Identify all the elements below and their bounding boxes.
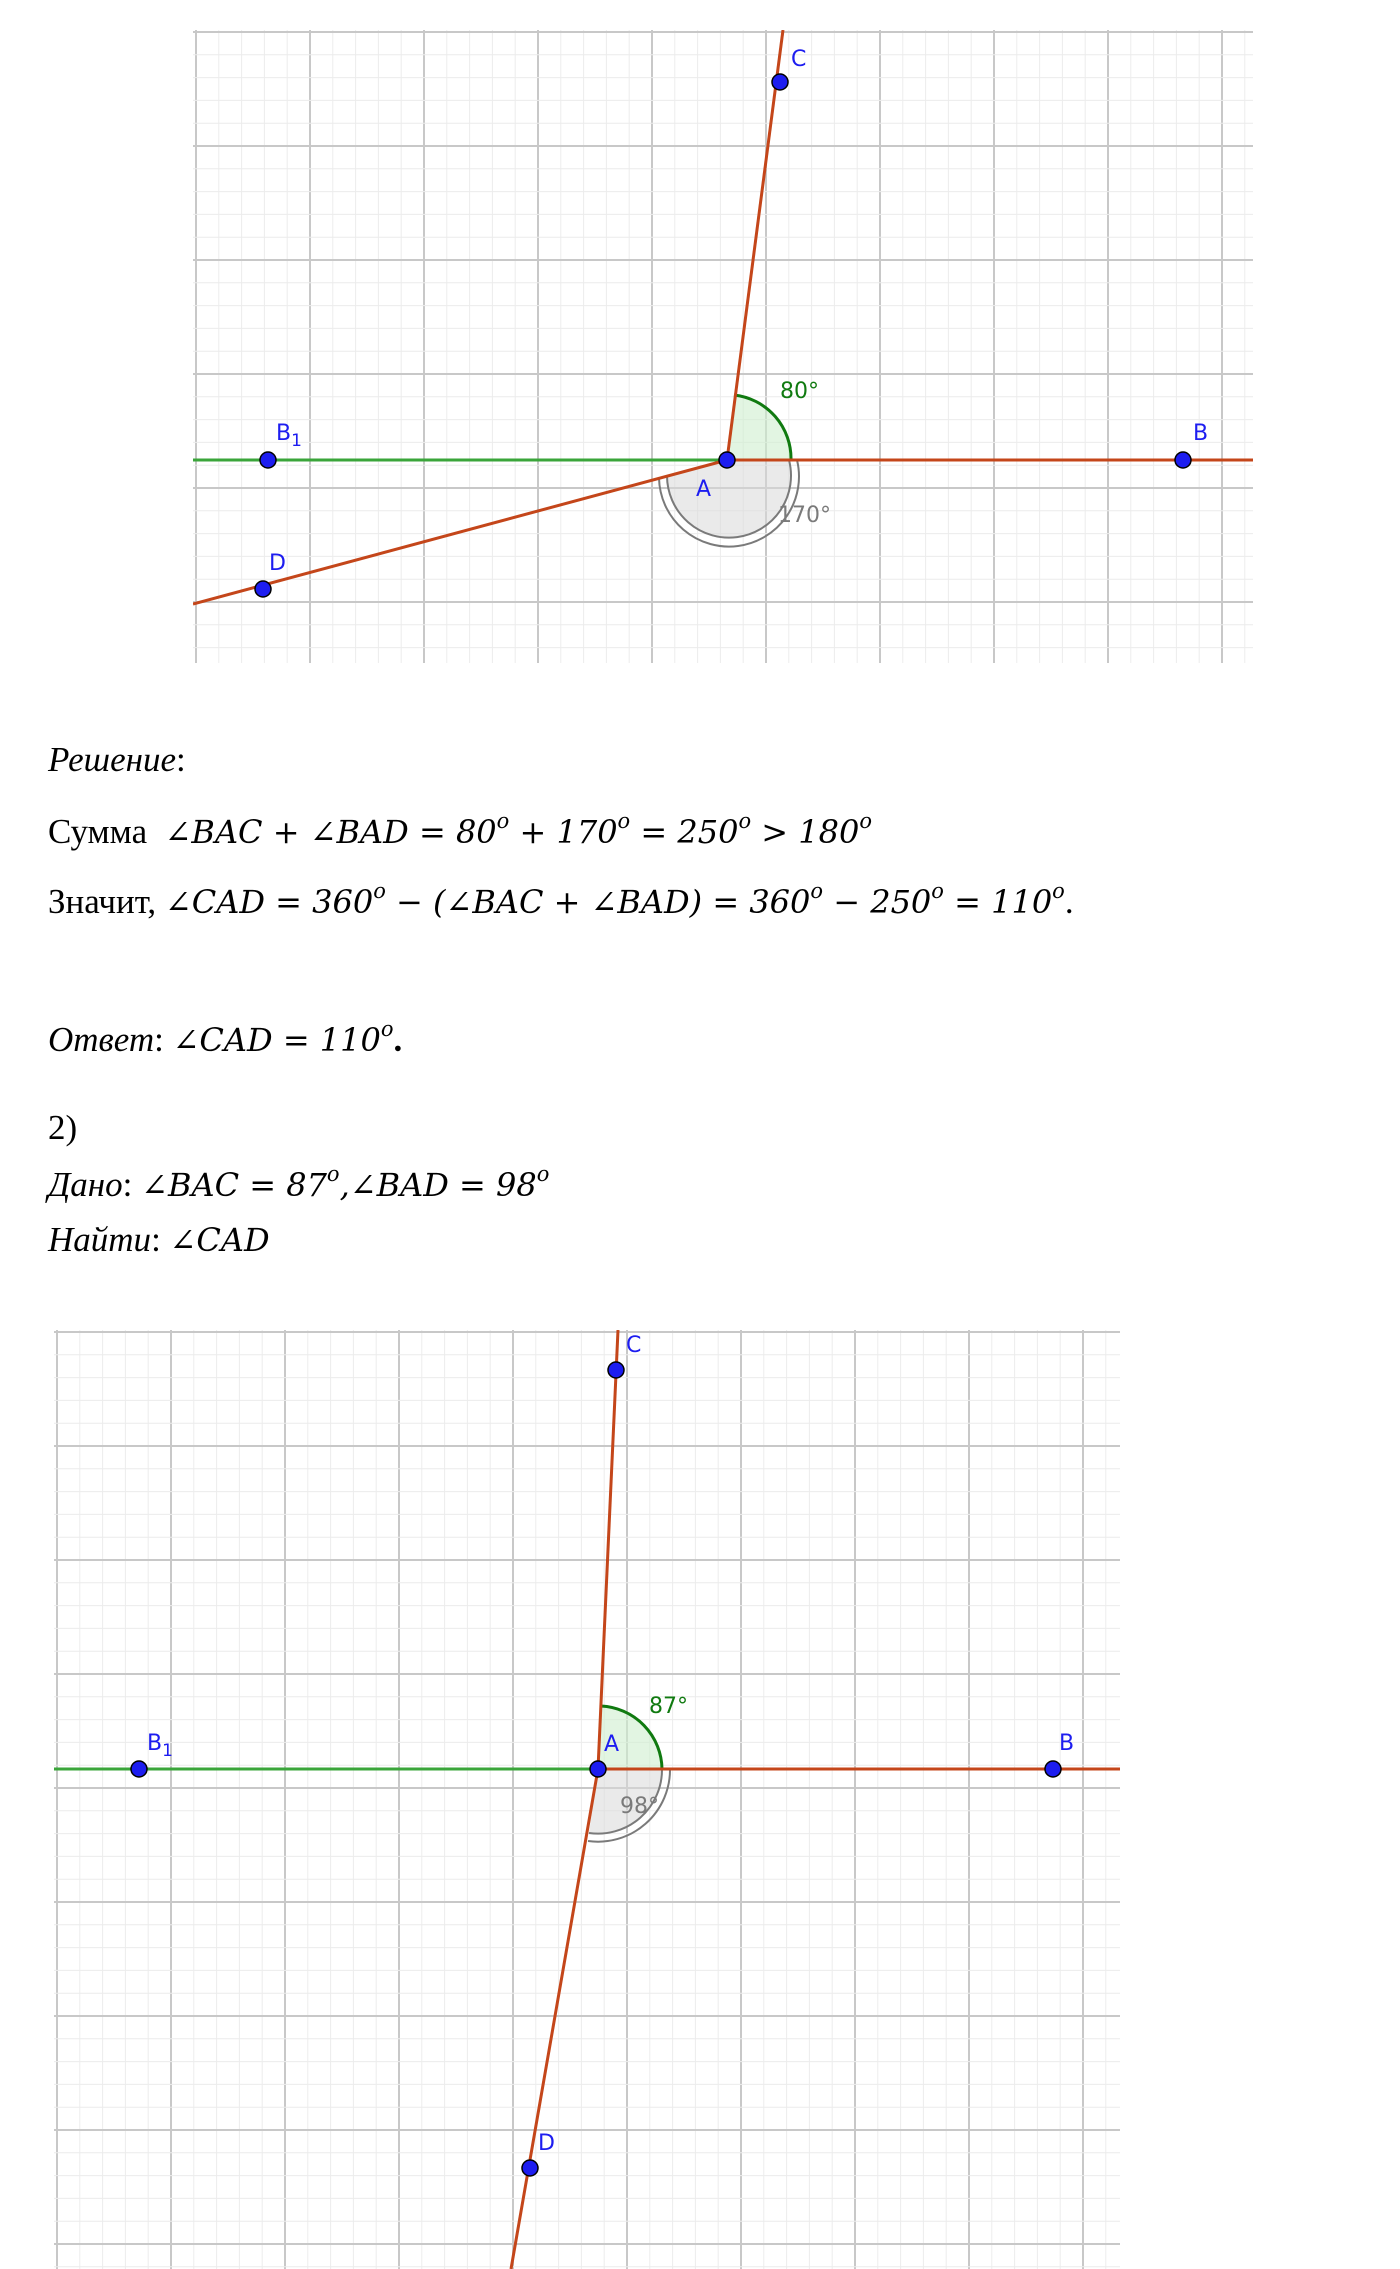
figure-2-grid [54, 1330, 1120, 2269]
point-b1 [260, 452, 276, 468]
figure-1-geometry [193, 30, 1253, 663]
solution-line-2: Значит, ∠CAD = $360^o$ − (∠BAC + ∠BAD) = $360^o - 250^o = 110^o$. [48, 879, 1074, 921]
label-b1: $B_1$ [276, 421, 302, 451]
label-a-2: A [604, 1732, 620, 1757]
answer-label: Ответ [48, 1020, 155, 1059]
label-b1-2: $B_1$ [147, 1731, 173, 1761]
find-line: Найти: ∠CAD [48, 1220, 270, 1259]
label-b-2: B [1059, 1731, 1075, 1756]
solution-line2-expr: ∠CAD = $360^o$ − (∠BAC + ∠BAD) = $360^o - 250^o = 110^o$ [164, 879, 1065, 921]
label-angle-bac: 80° [780, 379, 819, 404]
figure-1-grid [193, 30, 1253, 663]
figure-1-svg [193, 30, 1253, 663]
point-d [255, 581, 271, 597]
point-a-2 [590, 1761, 606, 1777]
ray-ac [727, 30, 783, 460]
solution-label: Решение [48, 740, 177, 779]
point-b [1175, 452, 1191, 468]
find-expr: ∠CAD [169, 1221, 270, 1259]
solution-line1-prefix: Сумма [48, 812, 148, 851]
solution-line1-expr: ∠BAC + ∠BAD = $80^o + 170^o = 250^o > 180^o$ [164, 809, 872, 851]
given-expr: ∠BAC = $87^o,\angle BAD = 98^o$ [141, 1162, 550, 1204]
ray-ac-2 [598, 1330, 618, 1769]
answer-expr: ∠CAD = $110^o$ [172, 1017, 394, 1059]
solution-heading: Решение: [48, 740, 186, 779]
label-a: A [696, 477, 712, 502]
label-d-2: D [538, 2131, 555, 2156]
figure-2-svg [54, 1330, 1120, 2269]
point-a [719, 452, 735, 468]
label-d: D [269, 551, 286, 576]
answer-line: Ответ: ∠CAD = $110^o$. [48, 1017, 403, 1059]
label-angle-bad: 170° [778, 503, 831, 528]
point-b-2 [1045, 1761, 1061, 1777]
label-c: C [791, 47, 807, 72]
given-label: Дано [48, 1165, 123, 1204]
solution-line-1 [48, 810, 872, 858]
point-c [772, 74, 788, 90]
label-b: B [1193, 421, 1209, 446]
figure-2-geometry [54, 1330, 1120, 2269]
point-c-2 [608, 1362, 624, 1378]
point-b1-2 [131, 1761, 147, 1777]
part-2-number: 2) [48, 1108, 78, 1147]
label-c-2: C [626, 1333, 642, 1358]
ray-ad-2 [511, 1769, 598, 2269]
find-label: Найти [48, 1220, 152, 1259]
label-angle-bac-2: 87° [649, 1694, 688, 1719]
solution-line2-prefix: Значит, [48, 882, 157, 921]
label-angle-bad-2: 98° [620, 1794, 659, 1819]
point-d-2 [522, 2160, 538, 2176]
ray-ad [193, 460, 727, 604]
given-line: Дано: ∠BAC = $87^o,\angle BAD = 98^o$ [48, 1162, 550, 1204]
